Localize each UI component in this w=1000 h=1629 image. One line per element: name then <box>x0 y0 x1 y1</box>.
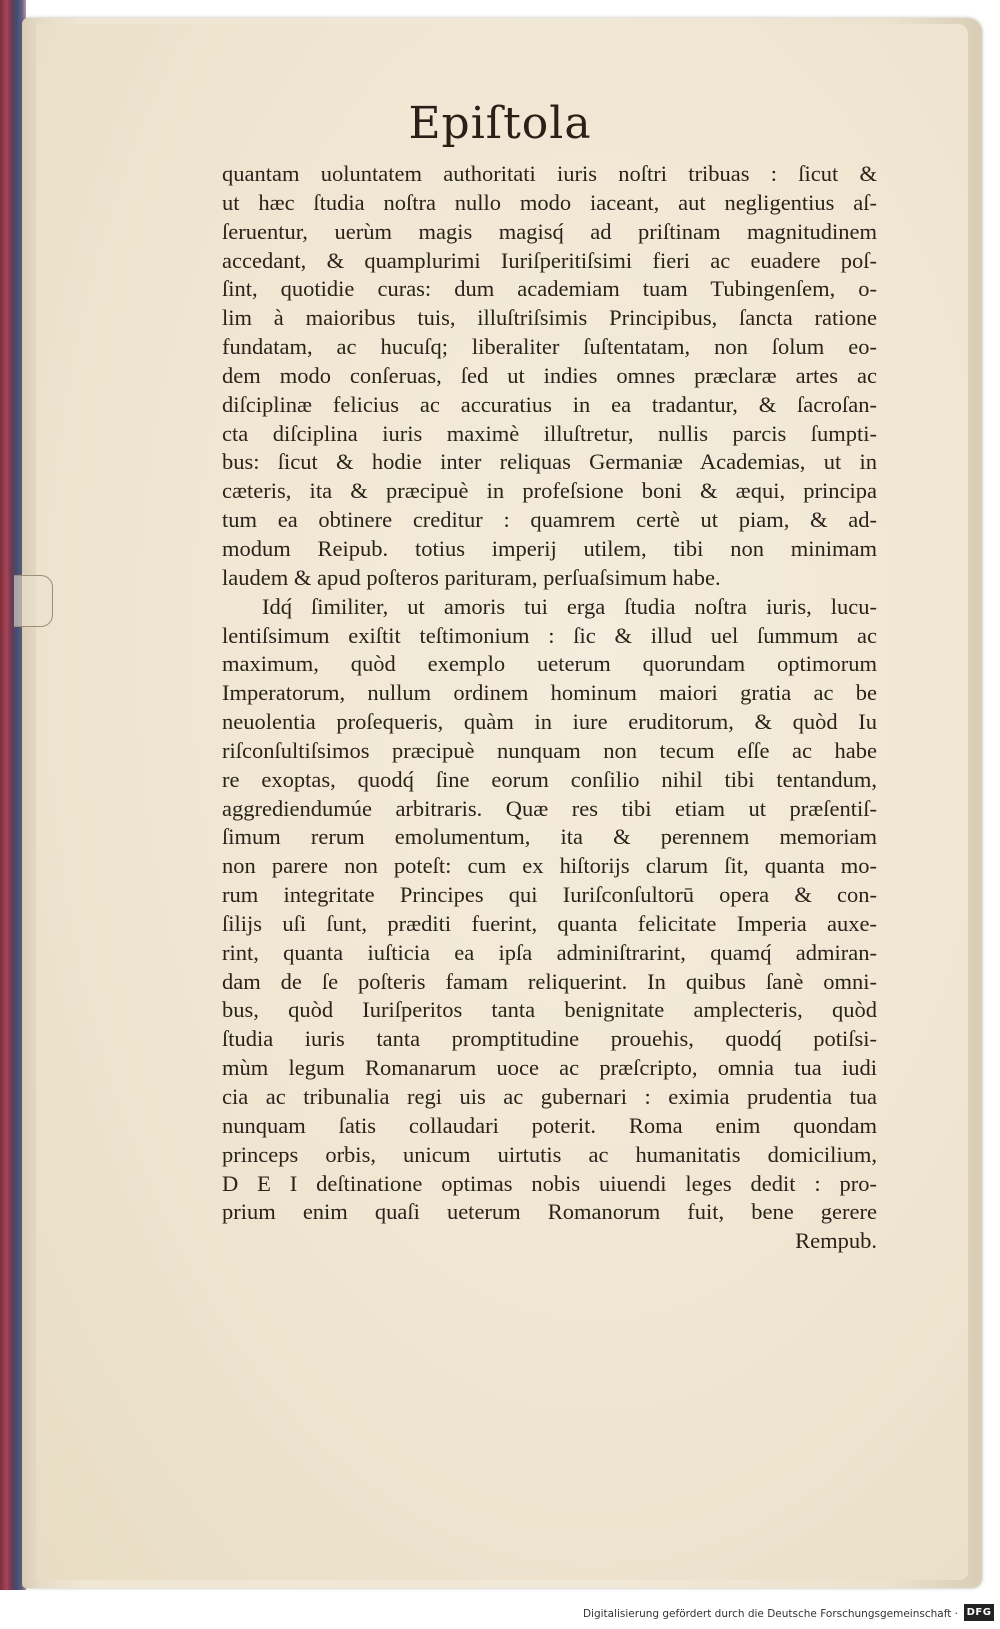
text-line: ſilijs uſi ſunt, præditi fuerint, quanta felicitate Imperia auxe- <box>222 910 877 936</box>
text-line: cta diſciplina iuris maximè illuſtretur, nullis parcis ſumpti- <box>222 420 877 446</box>
text-line: ſeruentur, uerùm magis magisq́ ad priſtinam magnitudinem <box>222 218 877 244</box>
text-line: modum Reipub. totius imperij utilem, tibi non minimam <box>222 535 877 561</box>
text-line: tum ea obtinere creditur : quamrem certè ut piam, & ad- <box>222 507 877 533</box>
text-line: ſtudia iuris tanta promptitudine prouehis, quodq́ potiſsi- <box>222 1026 877 1052</box>
text-line: laudem & apud poſteros parituram, perſuaſsimum habe. <box>222 564 721 590</box>
text-line: non parere non poteſt: cum ex hiſtorijs clarum ſit, quanta mo- <box>222 853 877 879</box>
body-text <box>222 160 877 1256</box>
text-line: dem modo conſeruas, ſed ut indies omnes præclaræ artes ac <box>222 362 877 388</box>
text-line: bus: ſicut & hodie inter reliquas Germaniæ Academias, ut in <box>222 449 877 475</box>
text-line: aggrediendumúe arbitraris. Quæ res tibi etiam ut præſentiſ- <box>222 795 877 821</box>
text-line: nunquam ſatis collaudari poterit. Roma enim quondam <box>222 1112 877 1138</box>
text-line: diſciplinæ felicius ac accuratius in ea tradantur, & ſacroſan- <box>222 391 877 417</box>
text-line: lim à maioribus tuis, illuſtriſsimis Principibus, ſancta ratione <box>222 305 877 331</box>
text-line: maximum, quòd exemplo ueterum quorundam optimorum <box>222 651 877 677</box>
text-line: rum integritate Principes qui Iuriſconſultorū opera & con- <box>222 882 877 908</box>
page-tab-marker <box>14 575 53 627</box>
text-line: mùm legum Romanarum uoce ac præſcripto, omnia tua iudi <box>222 1055 877 1081</box>
text-line: fundatam, ac hucuſq; liberaliter ſuſtentatam, non ſolum eo- <box>222 334 877 360</box>
text-line: D E I deſtinatione optimas nobis uiuendi leges dedit : pro- <box>222 1170 877 1196</box>
text-line: ſimum rerum emolumentum, ita & perennem memoriam <box>222 824 877 850</box>
text-line: rint, quanta iuſticia ea ipſa adminiſtrarint, quamq́ admiran- <box>222 939 877 965</box>
text-line: Idq́ ſimiliter, ut amoris tui erga ſtudia noſtra iuris, lucu- <box>262 593 877 619</box>
footer-bar <box>0 1600 1000 1629</box>
text-line: bus, quòd Iuriſperitos tanta benignitate amplecteris, quòd <box>222 997 877 1023</box>
text-line: cia ac tribunalia regi uis ac gubernari : eximia prudentia tua <box>222 1084 877 1109</box>
text-line: neuolentia proſequeris, quàm in iure eruditorum, & quòd Iu <box>222 709 877 735</box>
text-line: cæteris, ita & præcipuè in profeſsione boni & æqui, principa <box>222 478 877 504</box>
footer-credit: Digitalisierung gefördert durch die Deutsche Forschungsgemeinschaft · <box>582 1608 958 1620</box>
catchword: Rempub. <box>795 1228 877 1254</box>
text-line: dam de ſe poſteris famam reliquerint. In quibus ſanè omni- <box>222 968 877 994</box>
dfg-logo: DFG <box>964 1604 994 1621</box>
text-line: ſint, quotidie curas: dum academiam tuam Tubingenſem, o- <box>222 276 877 302</box>
text-line: Imperatorum, nullum ordinem hominum maiori gratia ac be <box>222 680 877 706</box>
text-line: quantam uoluntatem authoritati iuris noſtri tribuas : ſicut & <box>222 161 877 186</box>
page-heading: Epiſtola <box>408 98 592 149</box>
text-line: lentiſsimum exiſtit teſtimonium : ſic & illud uel ſummum ac <box>222 622 877 648</box>
text-line: riſconſultiſsimos præcipuè nunquam non tecum eſſe ac habe <box>222 737 877 763</box>
text-line: ut hæc ſtudia noſtra nullo modo iaceant, aut negligentius aſ- <box>222 189 877 215</box>
text-line: re exoptas, quodq́ ſine eorum conſilio nihil tibi tentandum, <box>222 766 877 792</box>
text-line: accedant, & quamplurimi Iuriſperitiſsimi fieri ac euadere poſ- <box>222 247 877 273</box>
text-line: prium enim quaſi ueterum Romanorum fuit, bene gerere <box>222 1199 877 1225</box>
text-line: princeps orbis, unicum uirtutis ac humanitatis domicilium, <box>222 1141 877 1167</box>
